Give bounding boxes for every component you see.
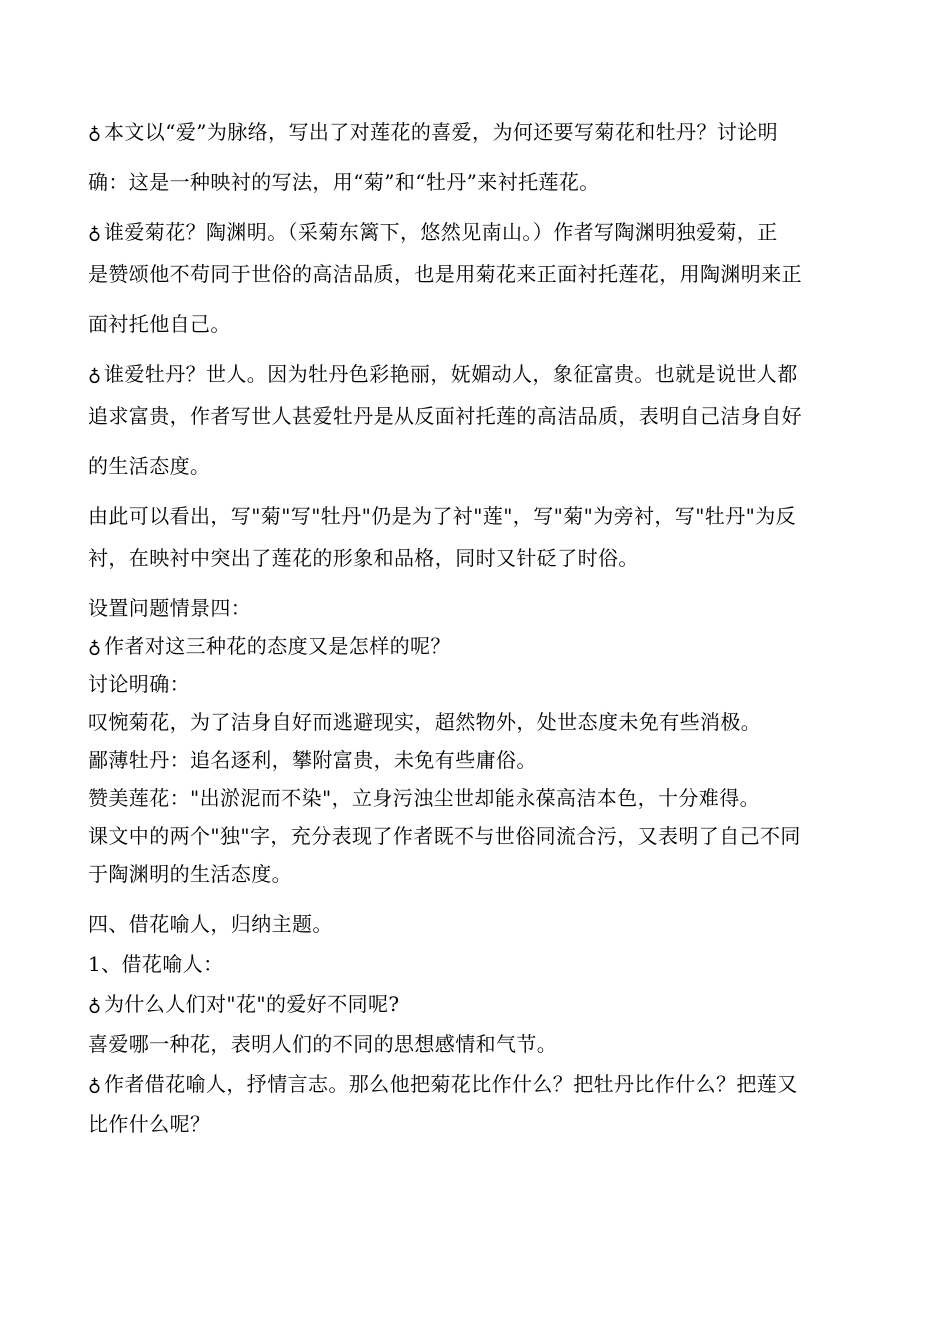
line-text: 于陶渊明的生活态度。 bbox=[88, 862, 292, 886]
line-text: 面衬托他自己。 bbox=[88, 312, 231, 336]
text-line bbox=[88, 1110, 868, 1138]
line-text: 本文以“爱”为脉络，写出了对莲花的喜爱，为何还要写菊花和牡丹？讨论明 bbox=[104, 120, 779, 144]
text-line bbox=[88, 118, 868, 146]
line-text: 比作什么呢？ bbox=[88, 1112, 211, 1136]
bullet-icon: ♁ bbox=[88, 223, 102, 244]
line-text: 讨论明确： bbox=[88, 672, 190, 696]
text-line bbox=[88, 784, 868, 812]
bullet-icon: ♁ bbox=[88, 637, 102, 658]
text-line bbox=[88, 822, 868, 850]
line-text: 鄙薄牡丹：追名逐利，攀附富贵，未免有些庸俗。 bbox=[88, 748, 537, 772]
bullet-icon: ♁ bbox=[88, 995, 102, 1016]
text-line bbox=[88, 950, 868, 978]
bullet-icon: ♁ bbox=[88, 123, 102, 144]
line-text: 是赞颂他不苟同于世俗的高洁品质，也是用菊花来正面衬托莲花，用陶渊明来正 bbox=[88, 262, 802, 286]
text-line bbox=[88, 632, 868, 660]
line-text: 1、借花喻人： bbox=[88, 952, 224, 976]
line-text: 衬，在映衬中突出了莲花的形象和品格，同时又针砭了时俗。 bbox=[88, 546, 639, 570]
text-line bbox=[88, 860, 868, 888]
line-text: 确：这是一种映衬的写法，用“菊”和“牡丹”来衬托莲花。 bbox=[88, 170, 600, 194]
text-line bbox=[88, 402, 868, 430]
line-text: 作者对这三种花的态度又是怎样的呢？ bbox=[104, 634, 451, 658]
line-text: 谁爱菊花？陶渊明。（采菊东篱下，悠然见南山。）作者写陶渊明独爱菊，正 bbox=[104, 220, 778, 244]
text-line bbox=[88, 990, 868, 1018]
text-line bbox=[88, 452, 868, 480]
text-line bbox=[88, 168, 868, 196]
text-line bbox=[88, 1030, 868, 1058]
text-line bbox=[88, 310, 868, 338]
line-text: 叹惋菊花，为了洁身自好而逃避现实，超然物外，处世态度未免有些消极。 bbox=[88, 710, 762, 734]
line-text: 四、借花喻人，归纳主题。 bbox=[88, 912, 333, 936]
text-line bbox=[88, 544, 868, 572]
line-text: 作者借花喻人，抒情言志。那么他把菊花比作什么？把牡丹比作什么？把莲又 bbox=[104, 1072, 798, 1096]
line-text: 赞美莲花："出淤泥而不染"，立身污浊尘世却能永葆高洁本色，十分难得。 bbox=[88, 786, 760, 810]
line-text: 追求富贵，作者写世人甚爱牡丹是从反面衬托莲的高洁品质，表明自己洁身自好 bbox=[88, 404, 802, 428]
bullet-icon: ♁ bbox=[88, 365, 102, 386]
line-text: 为什么人们对"花"的爱好不同呢? bbox=[104, 992, 400, 1016]
text-line bbox=[88, 218, 868, 246]
line-text: 的生活态度。 bbox=[88, 454, 211, 478]
text-line bbox=[88, 910, 868, 938]
line-text: 喜爱哪一种花，表明人们的不同的思想感情和气节。 bbox=[88, 1032, 558, 1056]
document-body bbox=[88, 118, 868, 1160]
text-line bbox=[88, 670, 868, 698]
text-line bbox=[88, 502, 868, 530]
line-text: 由此可以看出，写"菊"写"牡丹"仍是为了衬"莲"，写"菊"为旁衬，写"牡丹"为反 bbox=[88, 504, 796, 528]
line-text: 课文中的两个"独"字，充分表现了作者既不与世俗同流合污，又表明了自己不同 bbox=[88, 824, 801, 848]
text-line bbox=[88, 260, 868, 288]
line-text: 谁爱牡丹？世人。因为牡丹色彩艳丽，妩媚动人，象征富贵。也就是说世人都 bbox=[104, 362, 798, 386]
text-line bbox=[88, 746, 868, 774]
text-line bbox=[88, 594, 868, 622]
bullet-icon: ♁ bbox=[88, 1075, 102, 1096]
text-line bbox=[88, 708, 868, 736]
text-line bbox=[88, 1070, 868, 1098]
line-text: 设置问题情景四： bbox=[88, 596, 252, 620]
text-line bbox=[88, 360, 868, 388]
